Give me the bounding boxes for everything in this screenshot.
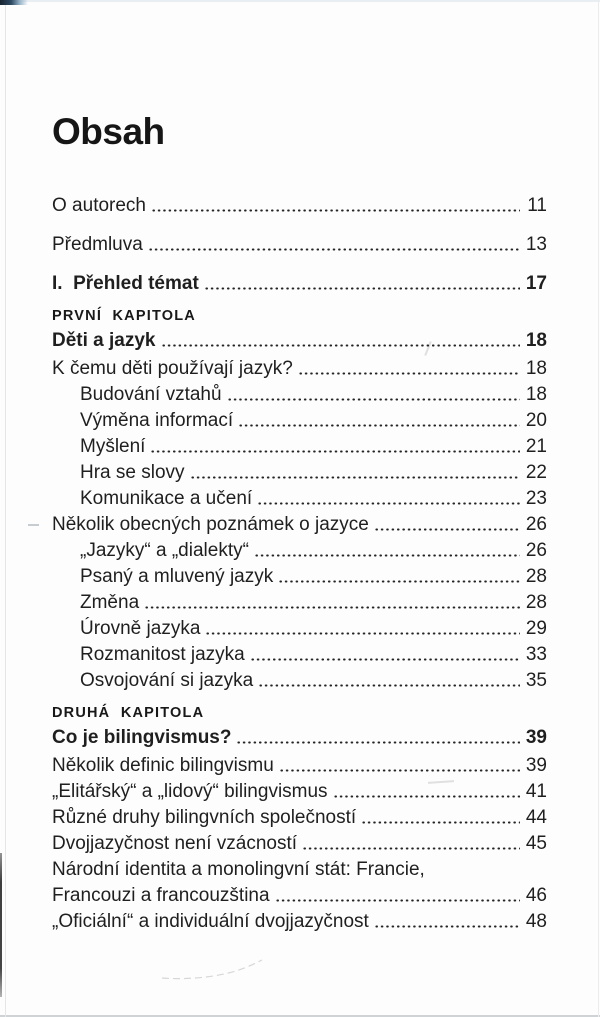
toc-entry-label: Myšlení — [80, 436, 146, 457]
dot-leader — [236, 724, 520, 751]
toc-entry-label: „Jazyky“ a „dialekty“ — [80, 540, 249, 561]
dot-leader — [144, 590, 520, 616]
scan-edge-left — [5, 0, 6, 1017]
toc-entry-label: „Oficiální“ a individuální dvojjazyčnost — [52, 911, 369, 932]
toc-row — [52, 460, 547, 486]
toc-entry-label: Předmluva — [52, 234, 143, 255]
dot-leader — [161, 327, 521, 354]
toc-row — [52, 779, 547, 805]
toc-entry-label: Národní identita a monolingvní stát: Francie, — [52, 859, 425, 880]
toc-row — [52, 668, 547, 694]
dot-leader — [298, 356, 520, 382]
toc-page-number: 41 — [525, 781, 547, 802]
toc-row — [52, 538, 547, 564]
dot-leader — [374, 909, 520, 935]
toc-entry-label: Psaný a mluvený jazyk — [80, 566, 274, 587]
dot-leader — [278, 564, 520, 590]
toc-page-number: 13 — [525, 234, 547, 255]
toc-row — [52, 724, 547, 751]
toc-entry-label: Úrovně jazyka — [80, 618, 201, 639]
toc-entry-label: Francouzi a francouzština — [52, 885, 270, 906]
toc-row — [52, 857, 547, 883]
dot-leader — [151, 193, 520, 219]
toc-page-number: 28 — [525, 592, 547, 613]
dot-leader — [275, 883, 520, 909]
toc-row — [52, 486, 547, 512]
toc-entry-label: Rozmanitost jazyka — [80, 644, 245, 665]
toc-row — [52, 642, 547, 668]
toc-page-number: 45 — [525, 833, 547, 854]
toc-row — [52, 512, 547, 538]
dot-leader — [302, 831, 520, 857]
toc-row — [52, 408, 547, 434]
dot-leader — [361, 805, 520, 831]
toc-row — [52, 434, 547, 460]
toc-entry-label: DRUHÁ KAPITOLA — [52, 705, 205, 721]
dot-leader — [258, 668, 520, 694]
dot-leader — [190, 460, 520, 486]
toc-row — [52, 883, 547, 909]
toc-page-number: 18 — [525, 358, 547, 379]
toc-row — [52, 305, 547, 327]
toc-entry-label: K čemu děti používají jazyk? — [52, 358, 293, 379]
toc-row — [52, 271, 547, 297]
toc-page-number: 46 — [525, 885, 547, 906]
toc-page-number: 33 — [525, 644, 547, 665]
scan-corner-mark — [0, 0, 28, 5]
toc-entry-label: „Elitářský“ a „lidový“ bilingvismus — [52, 781, 328, 802]
dot-leader — [374, 512, 520, 538]
toc-row — [52, 590, 547, 616]
scan-edge-right — [598, 0, 599, 1017]
toc-entry-label: Výměna informací — [80, 410, 234, 431]
toc-page-number: 22 — [525, 462, 547, 483]
dot-leader — [238, 408, 520, 434]
toc-entry-label: Několik definic bilingvismu — [52, 755, 274, 776]
toc-page-number: 48 — [525, 911, 547, 932]
toc-row — [52, 327, 547, 354]
toc-entry-label: Osvojování si jazyka — [80, 670, 254, 691]
scan-smudge-dash — [28, 524, 39, 526]
toc-row — [52, 805, 547, 831]
toc-page-number: 20 — [525, 410, 547, 431]
toc-entry-label: Dvojjazyčnost není vzácností — [52, 833, 298, 854]
dot-leader — [333, 779, 520, 805]
toc-page-number: 21 — [525, 436, 547, 457]
toc-page-number: 26 — [525, 540, 547, 561]
toc-entry-label: Komunikace a učení — [80, 488, 253, 509]
dot-leader — [279, 753, 520, 779]
toc-entry-label: Různé druhy bilingvních společností — [52, 807, 357, 828]
toc-row — [52, 232, 547, 258]
toc-page-number: 44 — [525, 807, 547, 828]
toc-row — [52, 909, 547, 935]
scan-smudge-curve — [158, 958, 268, 986]
toc-entry-label: PRVNÍ KAPITOLA — [52, 308, 196, 324]
toc-entry-label: Změna — [80, 592, 140, 613]
dot-leader — [204, 271, 520, 297]
toc-entry-label: O autorech — [52, 195, 146, 216]
toc-page-number: 35 — [525, 670, 547, 691]
dot-leader — [148, 232, 520, 258]
toc-page-number: 29 — [525, 618, 547, 639]
dot-leader — [254, 538, 520, 564]
page-title: Obsah — [52, 111, 165, 152]
toc-page-number: 18 — [525, 330, 547, 351]
toc-page-number: 28 — [525, 566, 547, 587]
dot-leader — [227, 382, 520, 408]
toc-page-number: 17 — [525, 273, 547, 294]
toc-entry-label: Děti a jazyk — [52, 330, 156, 351]
toc-entry-label: Budování vztahů — [80, 384, 222, 405]
toc-row — [52, 702, 547, 724]
toc-row — [52, 356, 547, 382]
dot-leader — [205, 616, 520, 642]
toc-row — [52, 616, 547, 642]
toc-page-number: 11 — [527, 195, 547, 216]
toc-row — [52, 382, 547, 408]
dot-leader — [257, 486, 520, 512]
toc-list — [52, 193, 547, 935]
toc-row — [52, 564, 547, 590]
toc-entry-label: Několik obecných poznámek o jazyce — [52, 514, 369, 535]
dot-leader — [250, 642, 520, 668]
toc-entry-label: Hra se slovy — [80, 462, 185, 483]
toc-row — [52, 753, 547, 779]
dot-leader — [150, 434, 520, 460]
toc-entry-label: I. Přehled témat — [52, 273, 199, 294]
scan-left-strip — [0, 853, 2, 997]
toc-page-number: 39 — [525, 727, 547, 748]
toc-page-number: 23 — [525, 488, 547, 509]
toc-page-number: 26 — [525, 514, 547, 535]
toc-page-number: 39 — [525, 755, 547, 776]
toc-page-number: 18 — [525, 384, 547, 405]
table-of-contents — [52, 0, 547, 935]
toc-row — [52, 193, 547, 219]
toc-entry-label: Co je bilingvismus? — [52, 727, 232, 748]
toc-row — [52, 831, 547, 857]
